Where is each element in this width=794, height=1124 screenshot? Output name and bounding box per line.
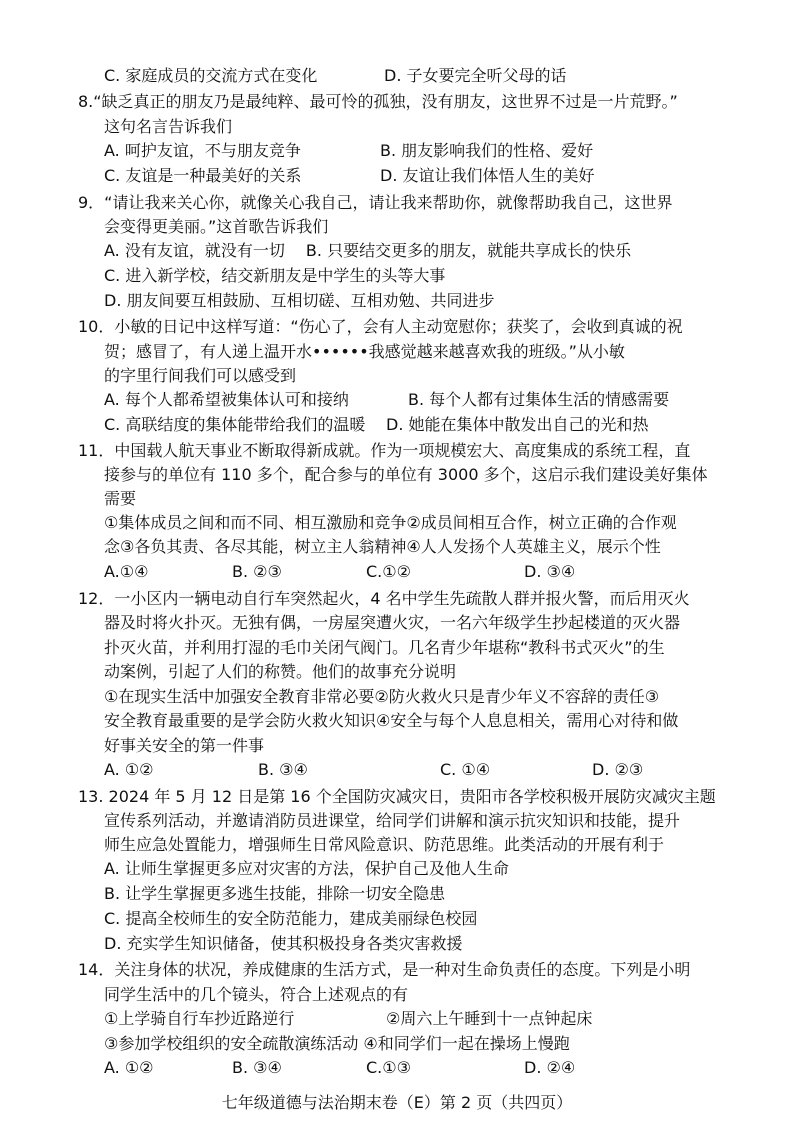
q10-option-b: B. 每个人都有过集体生活的情感需要 — [408, 390, 670, 409]
page-footer: 七年级道德与法治期末卷（E）第 2 页（共四页） — [221, 1093, 573, 1112]
q8-stem-line1: 8.“缺乏真正的朋友乃是最纯粹、最可怜的孤独，没有朋友，这世界不过是一片荒野。” — [78, 92, 678, 111]
q11-option-b: B. ②③ — [232, 562, 282, 581]
q14-item-1: ①上学骑自行车抄近路逆行 — [104, 1009, 295, 1028]
q10-option-d: D. 她能在集体中散发出自己的光和热 — [386, 415, 649, 434]
q12-stem-line2: 器及时将火扑灭。无独有偶，一房屋突遭火灾，一名六年级学生抄起楼道的灭火器 — [104, 613, 681, 632]
q14-option-a: A. ①② — [104, 1058, 154, 1077]
q8-option-b: B. 朋友影响我们的性格、爱好 — [380, 141, 594, 160]
q13-option-b: B. 让学生掌握更多逃生技能，排除一切安全隐患 — [104, 884, 446, 903]
q11-option-c: C.①② — [366, 562, 411, 581]
q14-option-d: D. ②④ — [524, 1058, 576, 1077]
q8-option-a: A. 呵护友谊，不与朋友竞争 — [104, 141, 301, 160]
q14-item-2: ②周六上午睡到十一点钟起床 — [386, 1009, 593, 1028]
q9-option-d: D. 朋友间要互相鼓励、互相切磋、互相劝勉、共同进步 — [104, 291, 495, 310]
q14-option-b: B. ③④ — [232, 1058, 282, 1077]
q8-option-d: D. 友谊让我们体悟人生的美好 — [380, 166, 595, 185]
q8-option-c: C. 友谊是一种最美好的关系 — [104, 166, 302, 185]
q13-stem-line2: 宣传系列活动，并邀请消防员进课堂，给同学们讲解和演示抗灾知识和技能，提升 — [104, 811, 681, 830]
q14-option-c: C.①③ — [366, 1058, 411, 1077]
q12-option-d: D. ②③ — [592, 760, 644, 779]
q14-stem-line1: 14．关注身体的状况，养成健康的生活方式，是一种对生命负责任的态度。下列是小明 — [78, 960, 691, 979]
q11-items-line1: ①集体成员之间和而不同、相互激励和竞争②成员间相互合作，树立正确的合作观 — [104, 513, 677, 532]
q13-option-a: A. 让师生掌握更多应对灾害的方法，保护自己及他人生命 — [104, 859, 509, 878]
q11-option-a: A.①④ — [104, 562, 149, 581]
q10-stem-line2: 贺；感冒了，有人递上温开水••••••我感觉越来越喜欢我的班级。”从小敏 — [104, 342, 625, 361]
q12-items-line1: ①在现实生活中加强安全教育非常必要②防火救火只是青少年义不容辞的责任③ — [104, 687, 660, 706]
q8-stem-line2: 这句名言告诉我们 — [104, 117, 233, 136]
q7-option-c: C. 家庭成员的交流方式在变化 — [104, 66, 318, 85]
q9-stem-line2: 会变得更美丽。”这首歌告诉我们 — [104, 217, 329, 236]
q12-option-a: A. ①② — [104, 760, 154, 779]
q14-stem-line2: 同学生活中的几个镜头，符合上述观点的有 — [104, 985, 409, 1004]
q12-option-b: B. ③④ — [258, 760, 308, 779]
q13-stem-line1: 13. 2024 年 5 月 12 日是第 16 个全国防灾减灾日，贵阳市各学校积极开展防灾减灾主题 — [78, 787, 716, 806]
q7-option-d: D. 子女要完全听父母的话 — [384, 66, 567, 85]
q12-option-c: C. ①④ — [440, 760, 491, 779]
q11-stem-line1: 11．中国载人航天事业不断取得新成就。作为一项规模宏大、高度集成的系统工程，直 — [78, 441, 691, 460]
q9-option-ab: A. 没有友谊，就没有一切 B. 只要结交更多的朋友，就能共享成长的快乐 — [104, 241, 632, 260]
q9-option-c: C. 进入新学校，结交新朋友是中学生的头等大事 — [104, 266, 446, 285]
q12-stem-line1: 12．一小区内一辆电动自行车突然起火，4 名中学生先疏散人群并报火警，而后用灭火 — [78, 589, 690, 608]
q11-option-d: D. ③④ — [524, 562, 576, 581]
q10-option-a: A. 每个人都希望被集体认可和接纳 — [104, 390, 349, 409]
q10-stem-line3: 的字里行间我们可以感受到 — [104, 366, 297, 385]
q12-stem-line4: 动案例，引起了人们的称赞。他们的故事充分说明 — [104, 662, 457, 681]
q12-items-line2: 安全教育最重要的是学会防火救火知识④安全与每个人息息相关，需用心对待和做 — [104, 711, 679, 730]
q13-option-d: D. 充实学生知识储备，使其积极投身各类灾害救援 — [104, 934, 463, 953]
q10-stem-line1: 10．小敏的日记中这样写道：“伤心了，会有人主动宽慰你；获奖了，会收到真诚的祝 — [78, 317, 683, 336]
q13-stem-line3: 师生应急处置能力，增强师生日常风险意识、防范思维。此类活动的开展有利于 — [104, 835, 665, 854]
q11-stem-line2: 接参与的单位有 110 多个，配合参与的单位有 3000 多个，这启示我们建设美好集体 — [104, 465, 708, 484]
q11-stem-line3: 需要 — [104, 489, 137, 508]
q14-items-34: ③参加学校组织的安全疏散演练活动 ④和同学们一起在操场上慢跑 — [104, 1034, 570, 1053]
q13-option-c: C. 提高全校师生的安全防范能力，建成美丽绿色校园 — [104, 909, 478, 928]
q11-items-line2: 念③各负其责、各尽其能，树立主人翁精神④人人发扬个人英雄主义，展示个性 — [104, 537, 661, 556]
q12-stem-line3: 扑灭火苗，并利用打湿的毛巾关闭气阀门。几名青少年堪称“教科书式灭火”的生 — [104, 638, 665, 657]
q9-stem-line1: 9．“请让我来关心你，就像关心我自己，请让我来帮助你，就像帮助我自己，这世界 — [78, 193, 673, 212]
q12-items-line3: 好事关安全的第一件事 — [104, 736, 265, 755]
q10-option-c: C. 高联结度的集体能带给我们的温暖 — [104, 415, 366, 434]
